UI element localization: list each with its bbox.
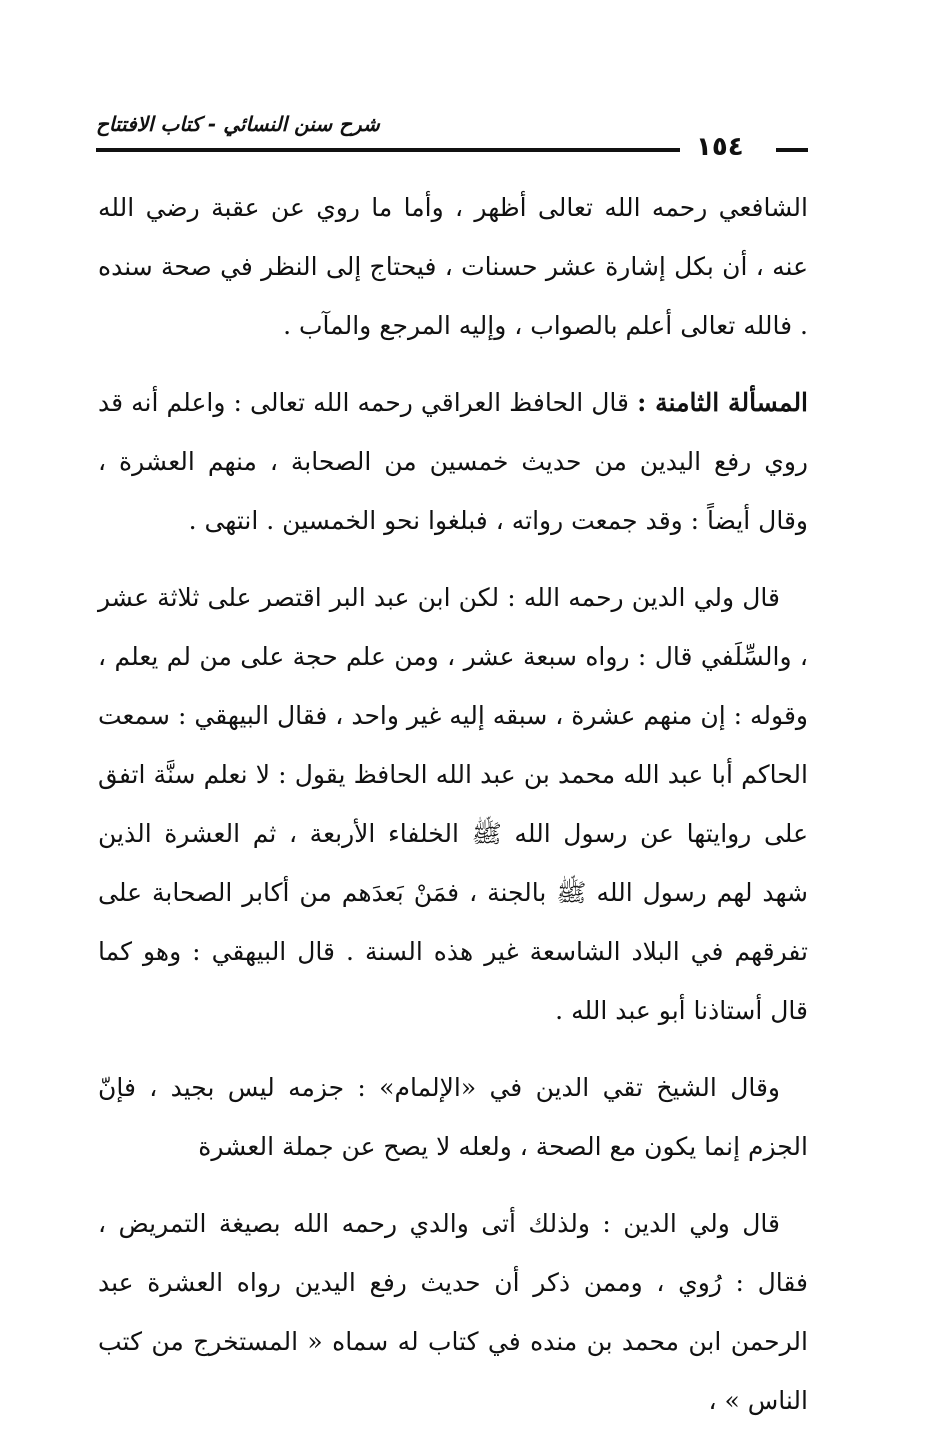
paragraph-3-text: قال ولي الدين رحمه الله : لكن ابن عبد البر اقتصر على ثلاثة عشر ، والسِّلَفي قال : رواه سبعة عشر ، ومن علم حجة على من لم يعلم ، وقوله : إن منهم عشرة ، سبقه إليه غير واحد ، فقال البيهقي : سمعت الحاكم أبا عبد الله محمد بن عبد الله الحافظ يقول : لا نعلم سنَّة اتفق على روايتها عن رسول الله ﷺ الخلفاء الأربعة ، ثم العشرة الذين شهد لهم رسول الله ﷺ بالجنة ، فمَنْ بَعدَهم من أكابر الصحابة على تفرقهم في البلاد الشاسعة غير هذه السنة . قال البيهقي : وهو كما قال أستاذنا أبو عبد الله .	[98, 583, 808, 1025]
page-number-dash	[776, 148, 808, 152]
body-text	[98, 178, 808, 1448]
page-number-block	[696, 130, 808, 166]
running-header	[96, 110, 808, 160]
paragraph-2-text: قال الحافظ العراقي رحمه الله تعالى : واعلم أنه قد روي رفع اليدين من حديث خمسين من الصحابة ، منهم العشرة ، وقال أيضاً : وقد جمعت رواته ، فبلغوا نحو الخمسين . انتهى .	[98, 388, 808, 535]
paragraph-4-text: وقال الشيخ تقي الدين في «الإلمام» : جزمه ليس بجيد ، فإنّ الجزم إنما يكون مع الصحة ، ولعله لا يصح عن جملة العشرة	[98, 1073, 808, 1161]
paragraph-5	[98, 1194, 808, 1430]
paragraph-1-text: الشافعي رحمه الله تعالى أظهر ، وأما ما روي عن عقبة رضي الله عنه ، أن بكل إشارة عشر حسنات ، فيحتاج إلى النظر في صحة سنده . فالله تعالى أعلم بالصواب ، وإليه المرجع والمآب .	[98, 193, 809, 340]
header-rule	[96, 148, 680, 152]
paragraph-3	[98, 568, 808, 1040]
paragraph-5-text: قال ولي الدين : ولذلك أتى والدي رحمه الله بصيغة التمريض ، فقال : رُوي ، وممن ذكر أن حديث رفع اليدين رواه العشرة عبد الرحمن ابن محمد بن منده في كتاب له سماه « المستخرج من كتب الناس » ،	[98, 1209, 808, 1415]
section-heading-eighth-issue: المسألة الثامنة :	[637, 388, 809, 417]
paragraph-4	[98, 1058, 808, 1176]
paragraph-1	[98, 178, 808, 355]
page-number: ١٥٤	[696, 132, 744, 162]
running-title: شرح سنن النسائي - كتاب الافتتاح	[96, 112, 380, 136]
paragraph-2	[98, 373, 808, 550]
